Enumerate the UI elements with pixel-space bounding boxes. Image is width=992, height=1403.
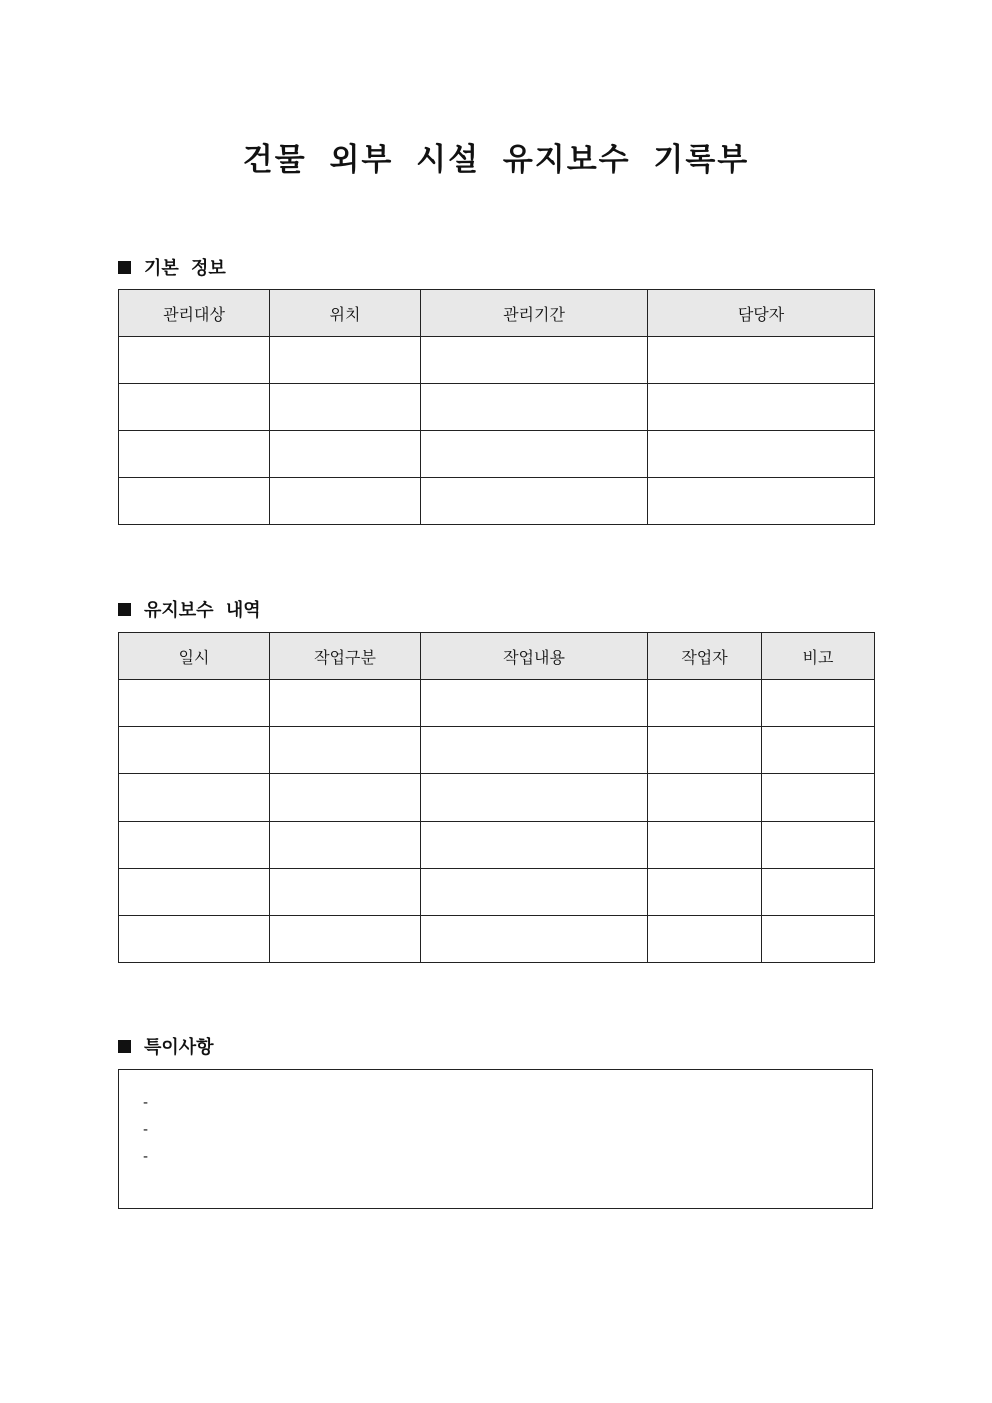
- table-cell[interactable]: [421, 478, 648, 525]
- table-cell[interactable]: [270, 916, 421, 963]
- table-cell[interactable]: [762, 869, 875, 916]
- table-cell[interactable]: [270, 384, 421, 431]
- table-cell[interactable]: [648, 680, 762, 727]
- basic-info-heading-text: 기본 정보: [144, 258, 226, 279]
- table-cell[interactable]: [421, 384, 648, 431]
- table-cell[interactable]: [762, 822, 875, 869]
- table-cell[interactable]: [421, 774, 648, 822]
- table-row: [119, 680, 875, 727]
- maintenance-table: [118, 632, 875, 963]
- table-row: [119, 727, 875, 774]
- header-cell: 비고: [762, 633, 875, 680]
- table-row: [119, 916, 875, 963]
- square-bullet-icon: [118, 603, 131, 616]
- table-cell[interactable]: [421, 869, 648, 916]
- notes-heading: [118, 1033, 214, 1059]
- table-cell[interactable]: [421, 680, 648, 727]
- table-row: [119, 384, 875, 431]
- table-cell[interactable]: [119, 431, 270, 478]
- notes-box[interactable]: [118, 1069, 873, 1209]
- maintenance-heading: [118, 596, 261, 622]
- table-cell[interactable]: [270, 478, 421, 525]
- table-row: [119, 431, 875, 478]
- table-header-row: [119, 290, 875, 337]
- table-cell[interactable]: [648, 431, 875, 478]
- table-cell[interactable]: [119, 384, 270, 431]
- table-cell[interactable]: [119, 774, 270, 822]
- table-cell[interactable]: [648, 727, 762, 774]
- table-cell[interactable]: [648, 384, 875, 431]
- table-cell[interactable]: [119, 869, 270, 916]
- header-cell: 관리기간: [421, 290, 648, 337]
- table-cell[interactable]: [648, 869, 762, 916]
- table-cell[interactable]: [270, 727, 421, 774]
- table-cell[interactable]: [119, 337, 270, 384]
- note-item[interactable]: -: [143, 1095, 149, 1111]
- table-row: [119, 478, 875, 525]
- table-cell[interactable]: [421, 822, 648, 869]
- table-cell[interactable]: [270, 680, 421, 727]
- header-cell: 일시: [119, 633, 270, 680]
- table-cell[interactable]: [270, 869, 421, 916]
- table-row: [119, 774, 875, 822]
- table-cell[interactable]: [648, 916, 762, 963]
- table-cell[interactable]: [119, 680, 270, 727]
- maintenance-heading-text: 유지보수 내역: [144, 600, 261, 621]
- basic-info-heading: [118, 254, 226, 280]
- table-cell[interactable]: [421, 431, 648, 478]
- note-item[interactable]: -: [143, 1122, 149, 1138]
- table-cell[interactable]: [648, 337, 875, 384]
- notes-heading-text: 특이사항: [144, 1037, 214, 1058]
- table-cell[interactable]: [270, 822, 421, 869]
- table-cell[interactable]: [119, 727, 270, 774]
- table-row: [119, 869, 875, 916]
- header-cell: 작업내용: [421, 633, 648, 680]
- table-cell[interactable]: [762, 727, 875, 774]
- square-bullet-icon: [118, 261, 131, 274]
- table-cell[interactable]: [119, 916, 270, 963]
- table-cell[interactable]: [648, 822, 762, 869]
- header-cell: 담당자: [648, 290, 875, 337]
- header-cell: 위치: [270, 290, 421, 337]
- table-cell[interactable]: [119, 478, 270, 525]
- header-cell: 작업구분: [270, 633, 421, 680]
- table-cell[interactable]: [119, 822, 270, 869]
- table-cell[interactable]: [270, 337, 421, 384]
- table-cell[interactable]: [648, 478, 875, 525]
- table-row: [119, 822, 875, 869]
- table-cell[interactable]: [421, 337, 648, 384]
- header-cell: 관리대상: [119, 290, 270, 337]
- basic-info-table: [118, 289, 875, 525]
- table-cell[interactable]: [421, 916, 648, 963]
- table-cell[interactable]: [270, 774, 421, 822]
- table-cell[interactable]: [762, 774, 875, 822]
- table-cell[interactable]: [762, 680, 875, 727]
- table-cell[interactable]: [762, 916, 875, 963]
- header-cell: 작업자: [648, 633, 762, 680]
- note-item[interactable]: -: [143, 1149, 149, 1165]
- table-row: [119, 337, 875, 384]
- table-cell[interactable]: [648, 774, 762, 822]
- table-cell[interactable]: [421, 727, 648, 774]
- table-cell[interactable]: [270, 431, 421, 478]
- document-title: 건물 외부 시설 유지보수 기록부: [242, 142, 750, 178]
- table-header-row: [119, 633, 875, 680]
- square-bullet-icon: [118, 1040, 131, 1053]
